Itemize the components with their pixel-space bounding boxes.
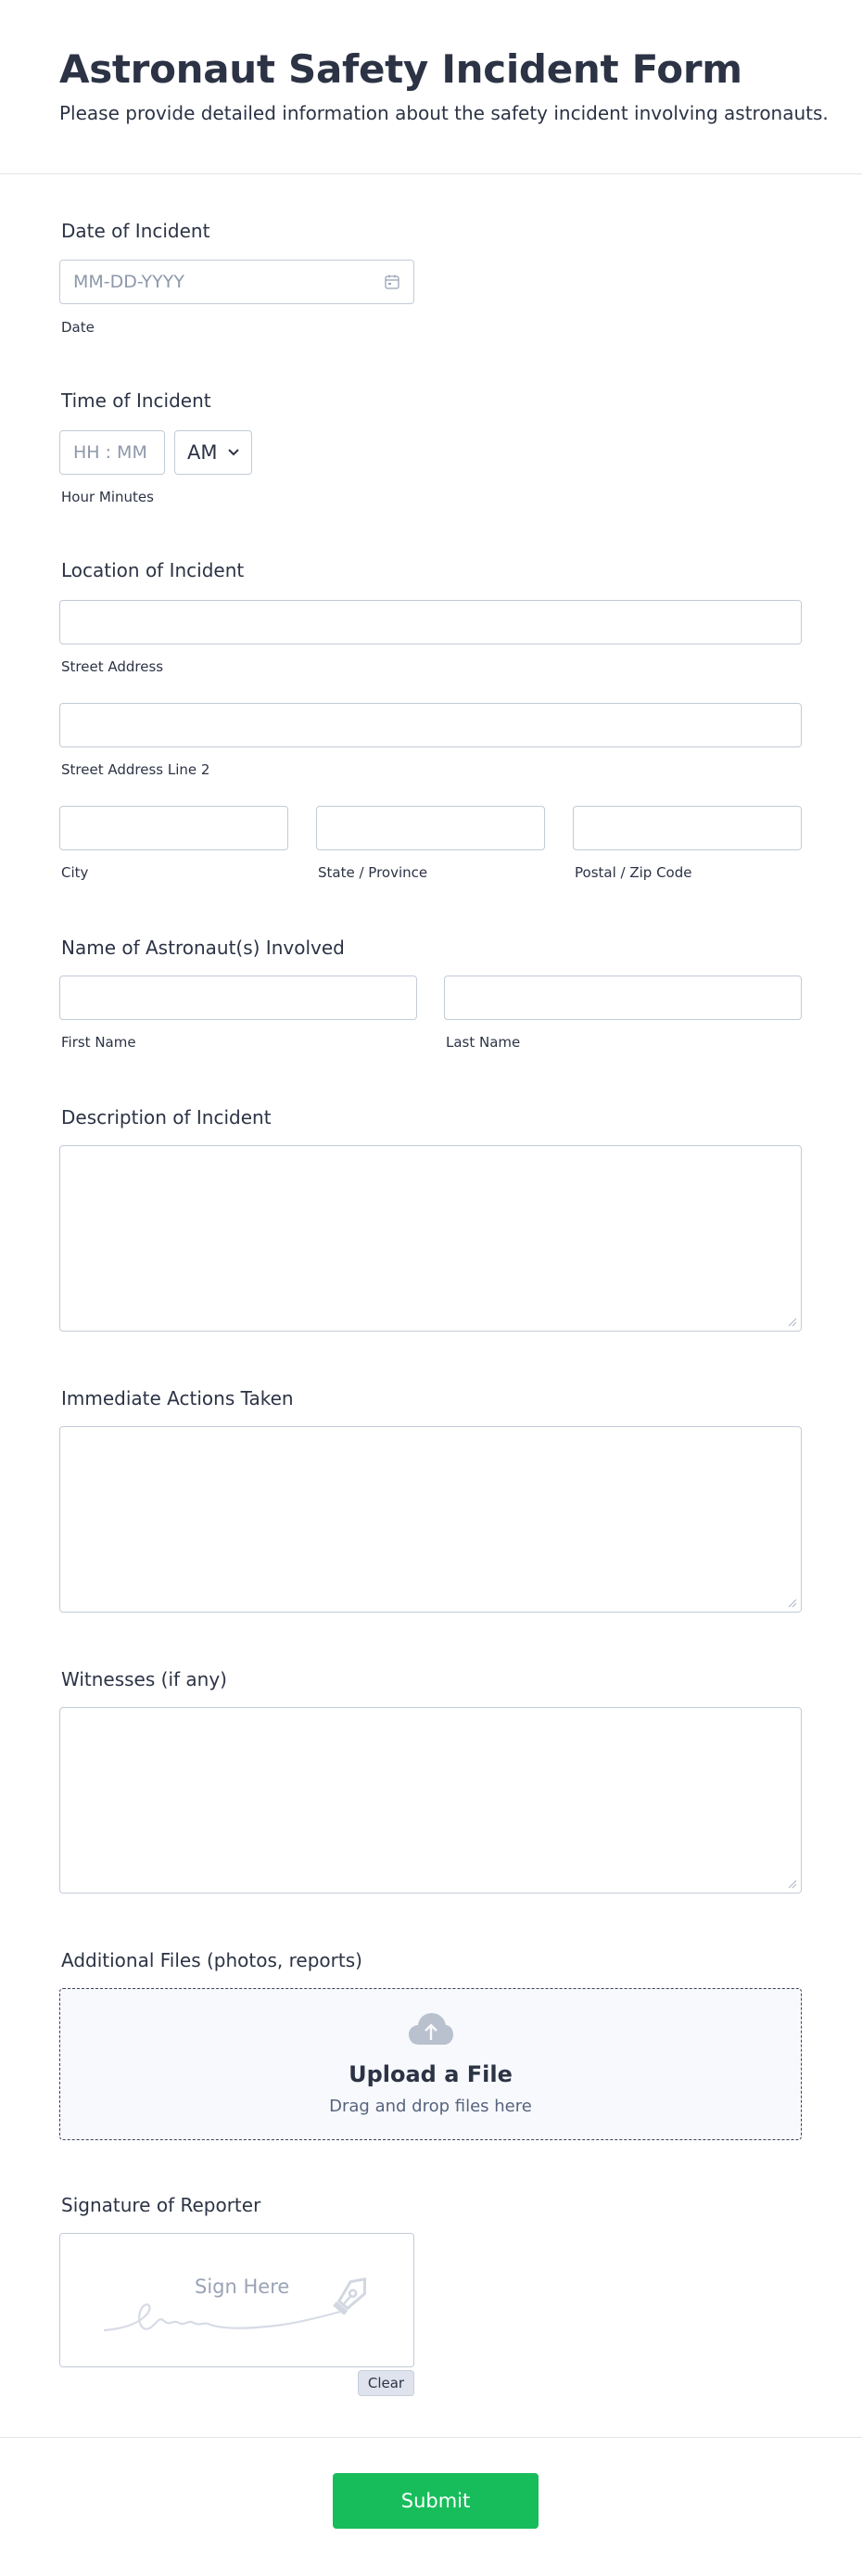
witnesses-textarea[interactable] [59, 1707, 802, 1894]
time-input[interactable] [59, 430, 165, 475]
calendar-icon[interactable] [384, 274, 400, 290]
zip-input[interactable] [573, 806, 802, 850]
signature-pad[interactable] [59, 2233, 414, 2367]
resize-handle-icon[interactable] [788, 1599, 797, 1608]
time-placeholder: HH : MM [73, 442, 147, 463]
date-sublabel: Date [61, 319, 95, 336]
state-sublabel: State / Province [318, 864, 428, 881]
resize-handle-icon[interactable] [788, 1318, 797, 1327]
city-input[interactable] [59, 806, 288, 850]
files-label: Additional Files (photos, reports) [61, 1949, 362, 1971]
date-label: Date of Incident [61, 220, 210, 242]
last-name-sublabel: Last Name [446, 1034, 521, 1051]
zip-sublabel: Postal / Zip Code [575, 864, 692, 881]
signature-placeholder: Sign Here [195, 2276, 290, 2298]
description-textarea[interactable] [59, 1145, 802, 1332]
submit-button[interactable]: Submit [333, 2473, 539, 2529]
first-name-input[interactable] [59, 976, 417, 1020]
street-address-line2-input[interactable] [59, 703, 802, 747]
resize-handle-icon[interactable] [788, 1880, 797, 1889]
location-label: Location of Incident [61, 559, 245, 581]
file-upload-dropzone[interactable] [59, 1988, 802, 2140]
date-input[interactable] [59, 260, 414, 304]
actions-label: Immediate Actions Taken [61, 1387, 294, 1409]
state-input[interactable] [316, 806, 545, 850]
clear-signature-button[interactable]: Clear [358, 2370, 414, 2396]
city-sublabel: City [61, 864, 89, 881]
description-label: Description of Incident [61, 1106, 272, 1129]
first-name-sublabel: First Name [61, 1034, 136, 1051]
time-sublabel: Hour Minutes [61, 489, 154, 505]
witnesses-label: Witnesses (if any) [61, 1668, 227, 1690]
time-label: Time of Incident [61, 389, 211, 412]
chevron-down-icon [227, 448, 240, 457]
upload-title: Upload a File [349, 2061, 513, 2087]
street-address-line2-sublabel: Street Address Line 2 [61, 761, 210, 778]
actions-textarea[interactable] [59, 1426, 802, 1613]
signature-label: Signature of Reporter [61, 2194, 261, 2216]
street-address-sublabel: Street Address [61, 658, 164, 675]
last-name-input[interactable] [444, 976, 802, 1020]
form-subtitle: Please provide detailed information about the safety incident involving astronauts. [59, 102, 829, 124]
form-header [0, 0, 862, 174]
name-label: Name of Astronaut(s) Involved [61, 937, 345, 959]
form-title: Astronaut Safety Incident Form [59, 46, 742, 92]
street-address-input[interactable] [59, 600, 802, 644]
ampm-value: AM [187, 441, 218, 464]
cloud-upload-icon [407, 2011, 455, 2048]
upload-subtitle: Drag and drop files here [329, 2097, 532, 2116]
ampm-select[interactable] [174, 430, 252, 475]
pen-nib-icon [329, 2271, 375, 2317]
date-placeholder: MM-DD-YYYY [73, 272, 184, 292]
